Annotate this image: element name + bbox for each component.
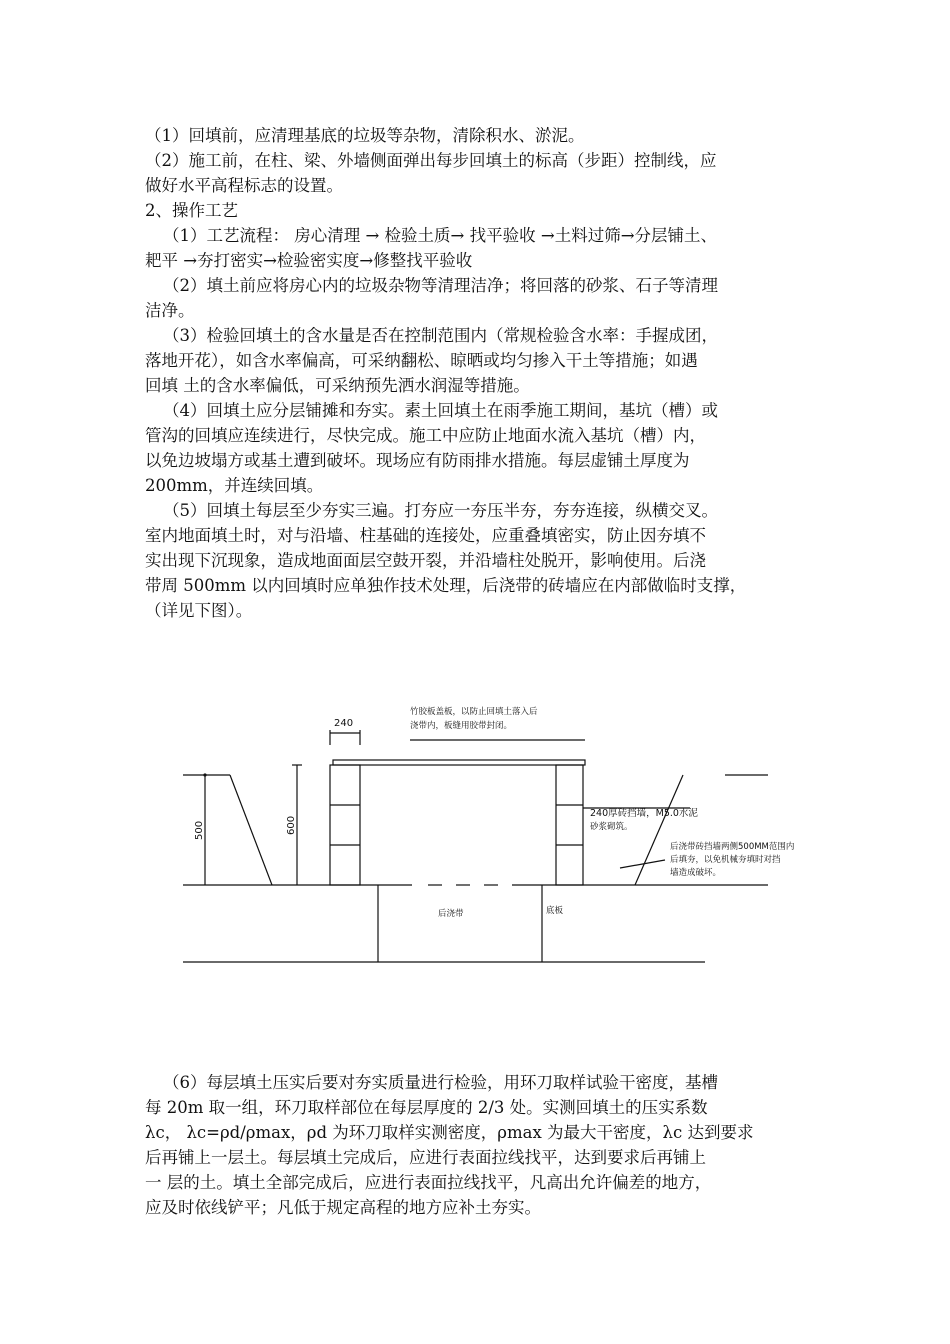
note-fill-line-1: 后浇带砖挡墙两侧500MM范围内	[670, 842, 795, 852]
paragraph-line: 室内地面填土时，对与沿墙、柱基础的连接处，应重叠填密实，防止因夯填不	[145, 526, 706, 545]
paragraph-line: 耙平 →夯打密实→检验密实度→修整找平验收	[145, 251, 473, 270]
slope-left	[230, 775, 272, 885]
note-cover-line-2: 浇带内，板缝用胶带封闭。	[410, 721, 513, 731]
paragraph-line: 做好水平高程标志的设置。	[145, 176, 343, 195]
paragraph-line: （1）工艺流程： 房心清理 → 检验土质→ 找平验收 →土料过筛→分层铺土、	[163, 226, 718, 245]
post-pour-strip-diagram	[180, 700, 860, 970]
paragraph-line: 200mm，并连续回填。	[145, 476, 324, 495]
note-fill-line-3: 墙造成破坏。	[670, 868, 722, 878]
paragraph-line: 管沟的回填应连续进行，尽快完成。施工中应防止地面水流入基坑（槽）内，	[145, 426, 706, 445]
paragraph-line: 落地开花），如含水率偏高，可采纳翻松、晾晒或均匀掺入干土等措施；如遇	[145, 351, 698, 370]
label-post-pour-band: 后浇带	[438, 909, 464, 919]
paragraph-line: 后再铺上一层土。每层填土完成后，应进行表面拉线找平，达到要求后再铺上	[145, 1148, 706, 1167]
note-wall-line-1: 240厚砖挡墙，M5.0水泥	[590, 808, 698, 819]
paragraph-line: （6）每层填土压实后要对夯实质量进行检验，用环刀取样试验干密度，基槽	[163, 1073, 718, 1092]
brick-wall-left	[330, 765, 360, 885]
note-fill-line-2: 后填夯，以免机械夯填时对挡	[670, 855, 781, 865]
paragraph-line: 以免边坡塌方或基土遭到破坏。现场应有防雨排水措施。每层虚铺土厚度为	[145, 451, 690, 470]
paragraph-line: 带周 500mm 以内回填时应单独作技术处理，后浇带的砖墙应在内部做临时支撑，	[145, 576, 747, 595]
dim-240-label: 240	[334, 718, 354, 729]
dim-500-label: 500	[194, 820, 205, 840]
note-wall-line-2: 砂浆砌筑。	[590, 822, 633, 832]
cover-plank	[333, 760, 585, 765]
paragraph-line: （3）检验回填土的含水量是否在控制范围内（常规检验含水率：手握成团，	[163, 326, 718, 345]
paragraph-line: （4）回填土应分层铺摊和夯实。素土回填土在雨季施工期间，基坑（槽）或	[163, 401, 718, 420]
paragraph-line: （1）回填前，应清理基底的垃圾等杂物，清除积水、淤泥。	[145, 126, 585, 145]
paragraph-line: 实出现下沉现象，造成地面面层空鼓开裂，并沿墙柱处脱开，影响使用。后浇	[145, 551, 706, 570]
paragraph-line: 每 20m 取一组，环刀取样部位在每层厚度的 2/3 处。实测回填土的压实系数	[145, 1098, 708, 1117]
paragraph-line: λc， λc=ρd/ρmax，ρd 为环刀取样实测密度，ρmax 为最大干密度，λc 达到要求	[145, 1123, 754, 1142]
paragraph-line: 应及时依线铲平；凡低于规定高程的地方应补土夯实。	[145, 1198, 541, 1217]
paragraph-line: （详见下图）。	[145, 601, 253, 620]
dim-600-label: 600	[286, 815, 297, 835]
label-base-slab: 底板	[546, 906, 564, 916]
paragraph-line: （5）回填土每层至少夯实三遍。打夯应一夯压半夯，夯夯连接，纵横交叉。	[163, 501, 718, 520]
paragraph-line: 回填 土的含水率偏低，可采纳预先洒水润湿等措施。	[145, 376, 530, 395]
note-cover-line-1: 竹胶板盖板，以防止回填土落入后	[410, 707, 538, 717]
paragraph-line: （2）施工前，在柱、梁、外墙侧面弹出每步回填土的标高（步距）控制线，应	[145, 151, 717, 170]
section-heading: 2、操作工艺	[145, 201, 238, 220]
paragraph-line: 一 层的土。填土全部完成后，应进行表面拉线找平，凡高出允许偏差的地方，	[145, 1173, 712, 1192]
brick-wall-right	[556, 765, 583, 885]
paragraph-line: （2）填土前应将房心内的垃圾杂物等清理洁净；将回落的砂浆、石子等清理	[163, 276, 718, 295]
paragraph-line: 洁净。	[145, 301, 195, 320]
